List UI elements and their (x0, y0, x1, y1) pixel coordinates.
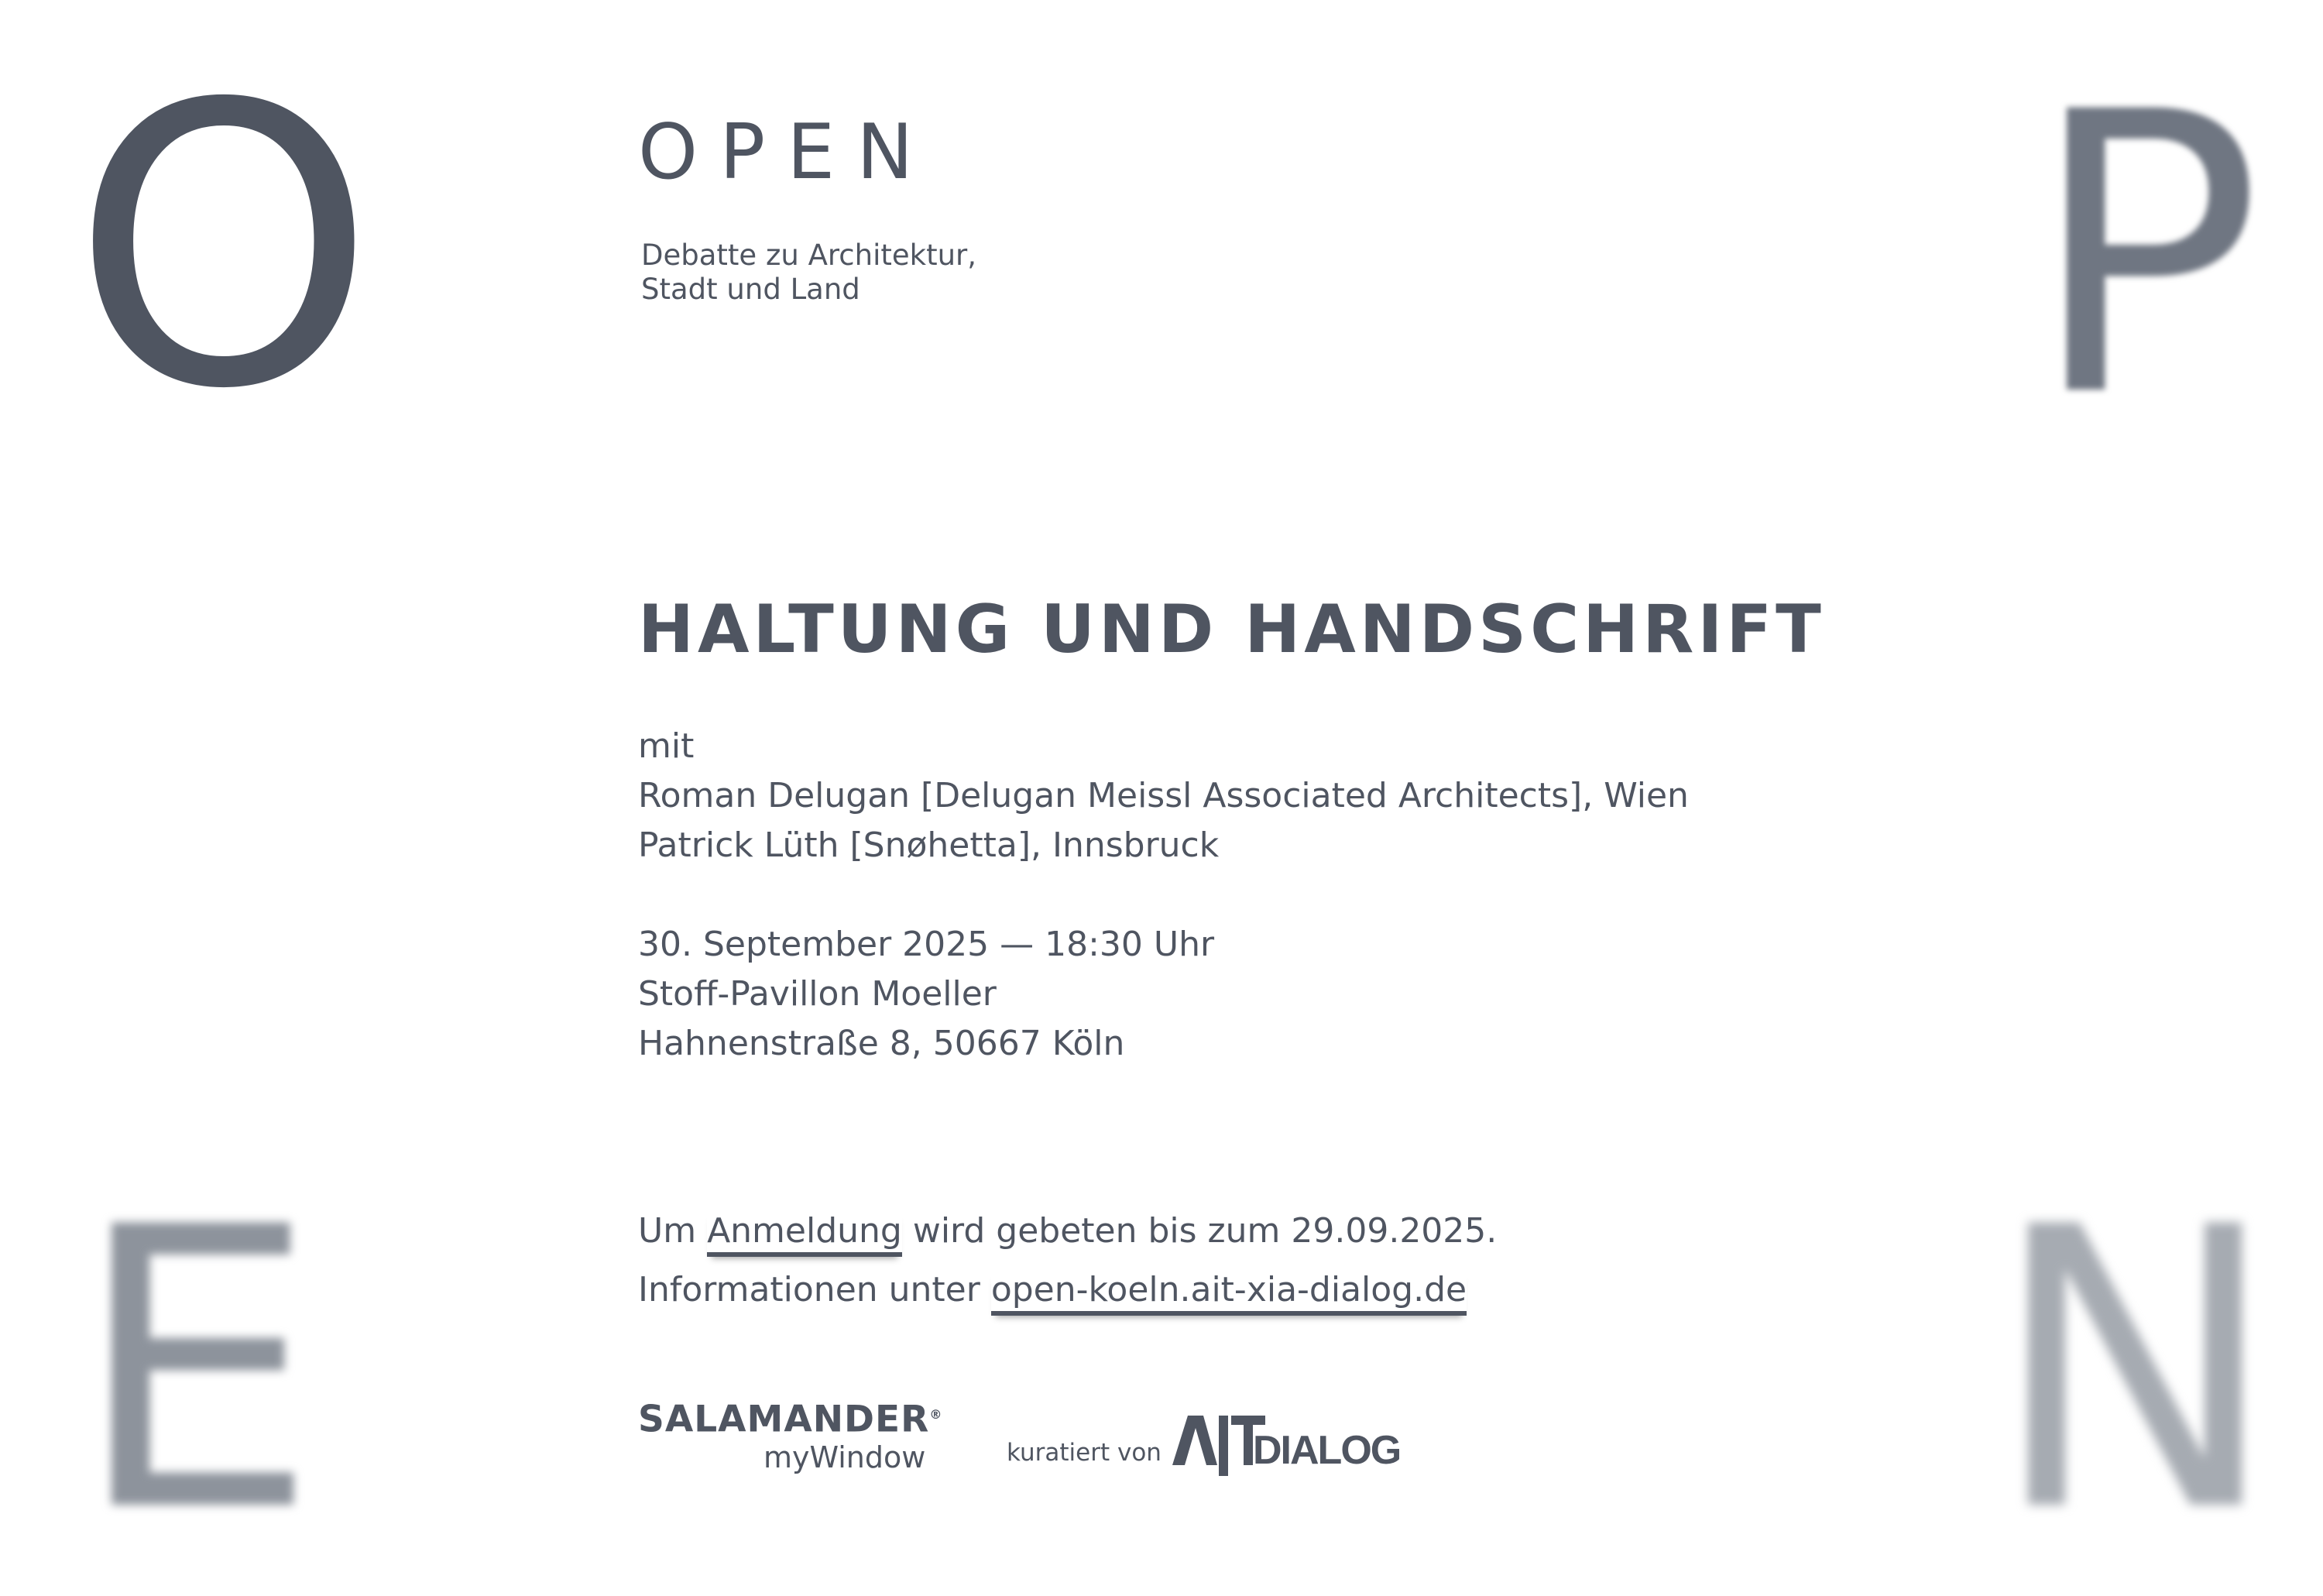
salamander-name: SALAMANDER (638, 1398, 930, 1441)
subtitle-line: Debatte zu Architektur, (641, 239, 976, 272)
event-venue: Stoff-Pavillon Moeller (638, 974, 997, 1014)
event-details (638, 920, 1214, 1069)
curated-by-label: kuratiert von (1007, 1439, 1162, 1467)
sponsor-bar (638, 1394, 1490, 1479)
ait-logo-t-stem (1244, 1416, 1253, 1465)
registration-info (638, 1202, 1497, 1320)
subtitle-line: Stadt und Land (641, 273, 860, 306)
registration-deadline: wird gebeten bis zum 29.09.2025. (901, 1211, 1498, 1251)
registration-line (638, 1202, 1497, 1261)
ait-logo-a-mark (1172, 1416, 1217, 1465)
registered-mark: ® (929, 1407, 943, 1422)
guest-item: Patrick Lüth [Snøhetta], Innsbruck (638, 825, 1220, 865)
salamander-subline: myWindow (763, 1440, 926, 1474)
event-datetime: 30. September 2025 — 18:30 Uhr (638, 925, 1215, 964)
info-line (638, 1261, 1497, 1320)
corner-letter-n: N (1990, 1145, 2280, 1596)
corner-letter-p: P (2029, 30, 2263, 481)
registration-link[interactable]: Anmeldung (707, 1211, 902, 1257)
salamander-wordmark (638, 1394, 942, 1441)
open-wordmark: OPEN (638, 108, 935, 197)
event-title: HALTUNG UND HANDSCHRIFT (638, 591, 1825, 668)
guest-item: Roman Delugan [Delugan Meissl Associated Architects], Wien (638, 776, 1689, 815)
website-link[interactable]: open-koeln.ait-xia-dialog.de (991, 1270, 1467, 1316)
corner-letter-o: O (71, 22, 376, 473)
salamander-logo (638, 1394, 942, 1474)
registration-prefix: Um (638, 1211, 708, 1251)
ait-logo-dialog-text: DIALOG (1253, 1428, 1401, 1473)
ait-logo-i-mark (1219, 1416, 1228, 1476)
subtitle (641, 239, 976, 307)
ait-dialog-logo (1172, 1409, 1401, 1479)
corner-letter-e: E (74, 1145, 318, 1596)
event-address: Hahnenstraße 8, 50667 Köln (638, 1024, 1125, 1063)
info-prefix: Informationen unter (638, 1270, 991, 1309)
guest-list (638, 722, 1689, 870)
guests-intro: mit (638, 726, 695, 766)
